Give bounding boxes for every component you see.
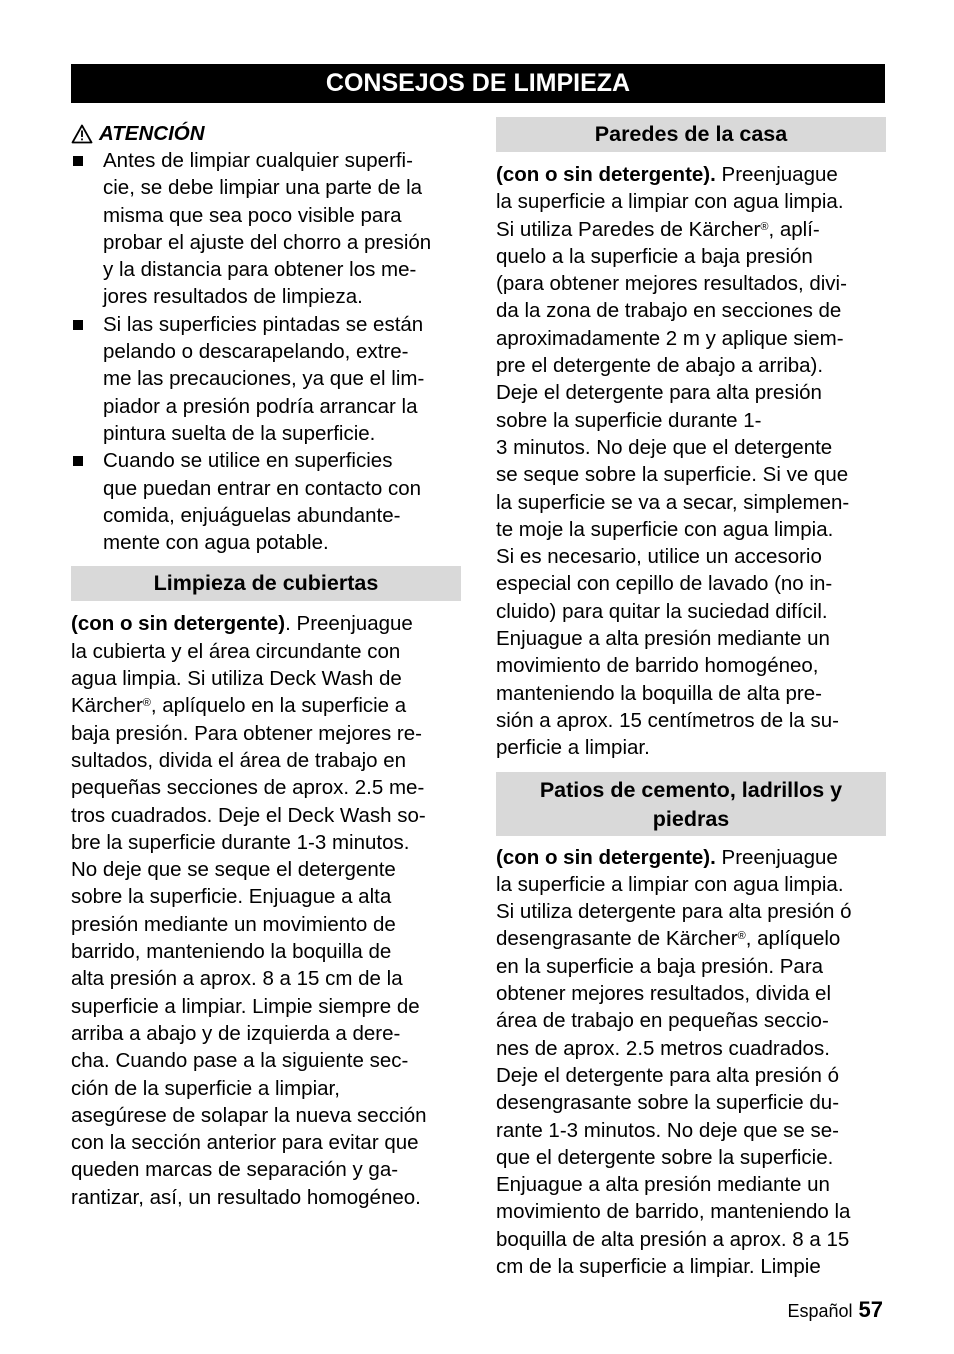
text-line: cha. Cuando pase a la siguiente sec- <box>71 1049 409 1073</box>
section-body-walls <box>496 161 886 762</box>
text-line: se seque sobre la superficie. Si ve que <box>496 463 849 487</box>
attention-label: ATENCIÓN <box>99 122 205 145</box>
text-line: obtener mejores resultados, divida el <box>496 982 832 1006</box>
page-title: CONSEJOS DE LIMPIEZA <box>71 64 885 103</box>
text-line: queden marcas de separación y ga- <box>71 1158 399 1182</box>
section-heading-walls: Paredes de la casa <box>496 117 886 152</box>
section-heading-decks: Limpieza de cubiertas <box>71 566 461 601</box>
page-footer <box>787 1296 883 1325</box>
patios-lines <box>496 953 886 1281</box>
attention-list <box>71 147 461 556</box>
text-line: movimiento de barrido, manteniendo la <box>496 1200 851 1224</box>
text-line: cm de la superficie a limpiar. Limpie <box>496 1254 821 1278</box>
text-line: ción de la superficie a limpiar, <box>71 1076 340 1100</box>
text-line: comida, enjuáguelas abundante- <box>103 503 401 527</box>
text-line: Si es necesario, utilice un accesorio <box>496 545 822 569</box>
text-line: Enjuague a alta presión mediante un <box>496 1173 830 1197</box>
left-column <box>71 120 461 1211</box>
text-line: cie, se debe limpiar una parte de la <box>103 176 423 200</box>
list-item <box>71 147 461 311</box>
text-line: pre el detergente de abajo a arriba). <box>496 354 824 378</box>
list-item <box>71 447 461 556</box>
text-line: perficie a limpiar. <box>496 736 650 760</box>
text-line: Enjuague a alta presión mediante un <box>496 627 830 651</box>
text-line <box>71 692 461 719</box>
text-line: que puedan entrar en contacto con <box>103 476 421 500</box>
text-line: que el detergente sobre la superficie. <box>496 1145 834 1169</box>
text-line <box>71 610 461 637</box>
text-fragment: , aplí- <box>768 217 820 241</box>
text-fragment: , aplíquelo <box>745 927 841 951</box>
registered-mark: ® <box>760 220 769 233</box>
text-line: mente con agua potable. <box>103 531 329 555</box>
text-line: en la superficie a baja presión. Para <box>496 954 824 978</box>
text-fragment: , aplíquelo en la superficie a <box>150 694 407 718</box>
lead-rest: Preenjuague <box>715 845 838 869</box>
text-line: arriba a abajo y de izquierda a dere- <box>71 1021 401 1045</box>
text-line: bre la superficie durante 1-3 minutos. <box>71 830 410 854</box>
text-line: barrido, manteniendo la boquilla de <box>71 940 392 964</box>
text-line: rantizar, así, un resultado homogéneo. <box>71 1185 421 1209</box>
page-number: 57 <box>858 1297 883 1322</box>
text-line: probar el ajuste del chorro a presión <box>103 230 432 254</box>
decks-lines <box>71 720 461 1211</box>
text-line: No deje que se seque el detergente <box>71 858 396 882</box>
section-heading-patios <box>496 772 886 836</box>
text-line: manteniendo la boquilla de alta pre- <box>496 681 822 705</box>
heading-line: piedras <box>652 806 730 831</box>
text-line: sión a aprox. 15 centímetros de la su- <box>496 708 839 732</box>
text-line: superficie a limpiar. Limpie siempre de <box>71 994 420 1018</box>
text-line: te moje la superficie con agua limpia. <box>496 517 834 541</box>
text-line: especial con cepillo de lavado (no in- <box>496 572 833 596</box>
text-line: con la sección anterior para evitar que <box>71 1131 419 1155</box>
bullet-square-icon <box>73 456 83 466</box>
text-fragment: desengrasante de Kärcher <box>496 927 738 951</box>
text-line: la superficie a limpiar con agua limpia. <box>496 190 844 214</box>
list-item <box>71 311 461 447</box>
text-line: baja presión. Para obtener mejores re- <box>71 721 422 745</box>
text-line: tros cuadrados. Deje el Deck Wash so- <box>71 803 426 827</box>
text-line: la cubierta y el área circundante con <box>71 639 401 663</box>
text-fragment: Kärcher <box>71 694 143 718</box>
text-line: la superficie a limpiar con agua limpia. <box>496 872 844 896</box>
footer-language: Español <box>787 1301 853 1321</box>
text-line: y la distancia para obtener los me- <box>103 258 417 282</box>
text-line: presión mediante un movimiento de <box>71 912 396 936</box>
text-line <box>496 161 886 188</box>
text-line: rante 1-3 minutos. No deje que se se- <box>496 1118 839 1142</box>
lead-bold: (con o sin detergente). <box>496 163 716 186</box>
text-line: movimiento de barrido homogéneo, <box>496 654 819 678</box>
text-line: pintura suelta de la superficie. <box>103 421 376 445</box>
heading-line: Patios de cemento, ladrillos y <box>539 777 843 802</box>
text-line: piador a presión podría arrancar la <box>103 394 418 418</box>
text-line: sobre la superficie durante 1- <box>496 408 762 432</box>
text-fragment: Si utiliza Paredes de Kärcher <box>496 217 761 241</box>
right-column <box>496 117 886 1280</box>
text-line: boquilla de alta presión a aprox. 8 a 15 <box>496 1227 850 1251</box>
registered-mark: ® <box>737 930 746 943</box>
text-line: Deje el detergente para alta presión <box>496 381 822 405</box>
text-line: Antes de limpiar cualquier superfi- <box>103 149 413 172</box>
text-line: desengrasante sobre la superficie du- <box>496 1091 840 1115</box>
text-line <box>496 844 886 871</box>
text-line: sobre la superficie. Enjuague a alta <box>71 885 392 909</box>
text-line: (para obtener mejores resultados, divi- <box>496 272 847 296</box>
text-line: Cuando se utilice en superficies <box>103 449 393 473</box>
text-line: sultados, divida el área de trabajo en <box>71 748 407 772</box>
attention-header <box>71 120 461 147</box>
bullet-square-icon <box>73 320 83 330</box>
section-body-decks <box>71 610 461 1211</box>
registered-mark: ® <box>142 697 151 710</box>
text-line: cluido) para quitar la suciedad difícil. <box>496 599 828 623</box>
text-line: quelo a la superficie a baja presión <box>496 244 813 268</box>
lead-rest: . Preenjuague <box>285 612 413 636</box>
lead-rest: Preenjuague <box>715 163 838 186</box>
text-line <box>496 925 886 952</box>
text-line: nes de aprox. 2.5 metros cuadrados. <box>496 1036 830 1060</box>
text-line: da la zona de trabajo en secciones de <box>496 299 842 323</box>
text-line: jores resultados de limpieza. <box>103 285 363 309</box>
text-line: aproximadamente 2 m y aplique siem- <box>496 326 844 350</box>
lead-bold: (con o sin detergente). <box>496 845 716 869</box>
text-line: Si utiliza detergente para alta presión ó <box>496 900 852 924</box>
lead-bold: (con o sin detergente) <box>71 612 286 636</box>
text-line: 3 minutos. No deje que el detergente <box>496 435 833 459</box>
walls-lines <box>496 243 886 762</box>
text-line: asegúrese de solapar la nueva sección <box>71 1103 427 1127</box>
section-body-patios <box>496 844 886 1281</box>
text-line: pelando o descarapelando, extre- <box>103 340 409 364</box>
text-line: Si las superficies pintadas se están <box>103 312 424 336</box>
warning-triangle-icon <box>71 124 93 144</box>
text-line: me las precauciones, ya que el lim- <box>103 367 425 391</box>
text-line: la superficie se va a secar, simplemen- <box>496 490 850 514</box>
text-line: área de trabajo en pequeñas seccio- <box>496 1009 829 1033</box>
text-line: alta presión a aprox. 8 a 15 cm de la <box>71 967 403 991</box>
text-line <box>496 216 886 243</box>
text-line: pequeñas secciones de aprox. 2.5 me- <box>71 776 425 800</box>
text-line: agua limpia. Si utiliza Deck Wash de <box>71 667 402 691</box>
bullet-square-icon <box>73 156 83 166</box>
text-line: misma que sea poco visible para <box>103 203 402 227</box>
text-line: Deje el detergente para alta presión ó <box>496 1063 840 1087</box>
